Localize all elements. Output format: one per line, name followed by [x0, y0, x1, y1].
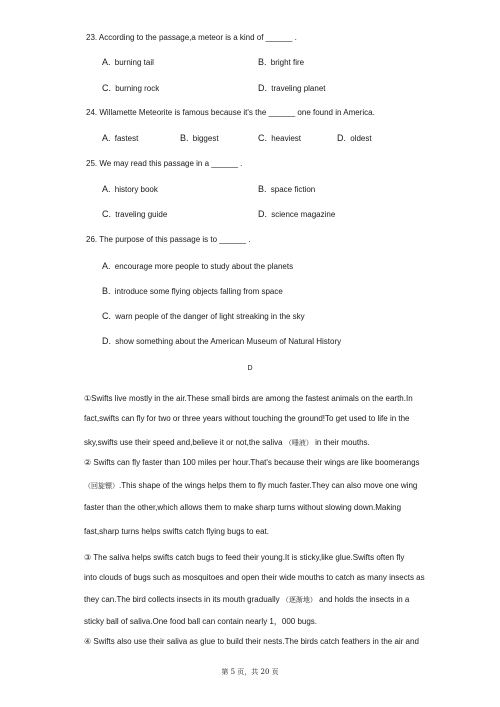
option-text: encourage more people to study about the planets: [114, 262, 294, 271]
q26-option-c[interactable]: [102, 311, 305, 322]
question-24-stem: 24. Willamette Meteorite is famous because it's the ______ one found in America.: [86, 108, 375, 117]
option-letter: D.: [337, 133, 346, 143]
option-text: bright fire: [270, 58, 305, 67]
passage-line: ② Swifts can fly faster than 100 miles per hour.That's because their wings are like boomerangs: [84, 458, 420, 467]
option-text: traveling planet: [271, 84, 326, 93]
q23-option-c[interactable]: [102, 83, 159, 94]
q25-option-a[interactable]: [102, 184, 158, 195]
option-text: warn people of the danger of light streaking in the sky: [115, 312, 305, 321]
q24-option-b[interactable]: [180, 133, 219, 144]
chinese-gloss: （唾液）: [284, 439, 313, 447]
q23-option-b[interactable]: [258, 57, 304, 68]
option-text: heaviest: [271, 134, 302, 143]
q25-option-d[interactable]: [258, 209, 335, 220]
section-label: D: [247, 365, 253, 372]
passage-line: [84, 438, 370, 448]
q24-option-c[interactable]: [258, 133, 301, 144]
q25-option-b[interactable]: [258, 184, 315, 195]
passage-line: fact,swifts can fly for two or three years without touching the ground!To get used to life in the: [84, 414, 410, 423]
question-25-stem: 25. We may read this passage in a ______ .: [86, 159, 243, 168]
q25-option-c[interactable]: [102, 209, 167, 220]
option-letter: B.: [180, 133, 189, 143]
option-text: science magazine: [271, 210, 336, 219]
passage-line: into clouds of bugs such as mosquitoes and open their wide mouths to catch as many insects as: [84, 573, 425, 582]
option-letter: C.: [258, 133, 267, 143]
passage-text: in their mouths.: [312, 438, 370, 447]
passage-text: .This shape of the wings helps them to fly much faster.They can also move one wing: [119, 481, 418, 490]
option-letter: B.: [102, 286, 111, 296]
option-text: space fiction: [270, 185, 316, 194]
chinese-gloss: （回旋镖）: [84, 482, 119, 490]
option-letter: C.: [102, 311, 111, 321]
q26-option-a[interactable]: [102, 261, 293, 272]
passage-line: [84, 595, 409, 605]
option-letter: B.: [258, 57, 267, 67]
passage-text: and holds the insects in a: [316, 595, 410, 604]
q26-option-d[interactable]: [102, 336, 341, 347]
passage-text: sky,swifts use their speed and,believe it or not,the saliva: [84, 438, 285, 447]
q24-option-a[interactable]: [102, 133, 138, 144]
passage-line: sticky ball of saliva.One food ball can contain nearly 1，000 bugs.: [84, 617, 318, 626]
option-letter: A.: [102, 133, 111, 143]
option-letter: C.: [102, 209, 111, 219]
q26-option-b[interactable]: [102, 286, 283, 297]
passage-line: ①Swifts live mostly in the air.These small birds are among the fastest animals on the earth.In: [84, 394, 413, 403]
option-letter: D.: [102, 336, 111, 346]
option-text: show something about the American Museum of Natural History: [115, 337, 342, 346]
option-text: oldest: [350, 134, 372, 143]
option-text: burning rock: [115, 84, 160, 93]
q23-option-d[interactable]: [258, 83, 326, 94]
option-text: biggest: [192, 134, 219, 143]
option-letter: D.: [258, 209, 267, 219]
option-text: fastest: [114, 134, 139, 143]
option-text: traveling guide: [115, 210, 168, 219]
q23-option-a[interactable]: [102, 57, 154, 68]
option-text: burning tail: [114, 58, 154, 67]
passage-line: [84, 481, 417, 491]
option-letter: A.: [102, 57, 111, 67]
passage-text: they can.The bird collects insects in its mouth gradually: [84, 595, 282, 604]
page-footer: 第 5 页，共 20 页: [221, 668, 279, 676]
question-23-stem: 23. According to the passage,a meteor is a kind of ______ .: [86, 33, 297, 42]
passage-line: ④ Swifts also use their saliva as glue to build their nests.The birds catch feathers in the air and: [84, 637, 419, 646]
passage-line: fast,sharp turns helps swifts catch flying bugs to eat.: [84, 527, 269, 536]
passage-line: faster than the other,which allows them to make sharp turns without slowing down.Making: [84, 503, 402, 512]
option-letter: B.: [258, 184, 267, 194]
chinese-gloss: （逐渐地）: [281, 596, 317, 604]
option-letter: D.: [258, 83, 267, 93]
option-text: history book: [114, 185, 158, 194]
question-26-stem: 26. The purpose of this passage is to ______ .: [86, 235, 251, 244]
option-letter: A.: [102, 261, 111, 271]
option-letter: A.: [102, 184, 111, 194]
option-letter: C.: [102, 83, 111, 93]
passage-line: ③ The saliva helps swifts catch bugs to feed their young.It is sticky,like glue.Swifts often fly: [84, 553, 405, 562]
q24-option-d[interactable]: [337, 133, 372, 144]
option-text: introduce some flying objects falling from space: [114, 287, 283, 296]
